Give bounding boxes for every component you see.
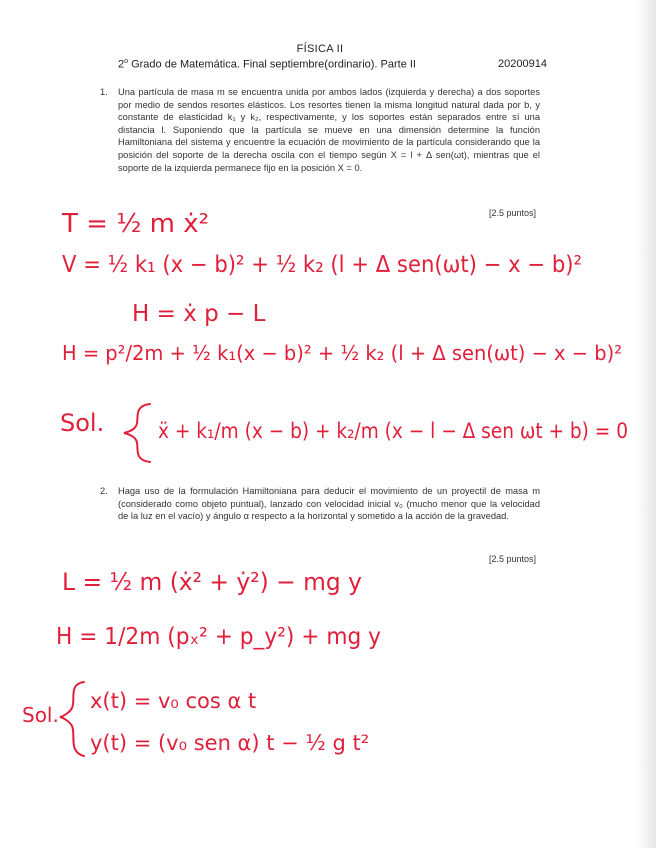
hw-y-solution: y(t) = (v₀ sen α) t − ½ g t² xyxy=(90,731,370,755)
hw-legendre-transform: H = ẋ p − L xyxy=(132,301,266,327)
exam-date: 20200914 xyxy=(498,58,547,70)
hw-hamiltonian-1: H = p²/2m + ½ k₁(x − b)² + ½ k₂ (l + Δ sen(ωt) − x − b)² xyxy=(62,341,622,365)
exam-title: FÍSICA II xyxy=(296,43,344,55)
grade-superscript: o xyxy=(124,58,129,65)
subtitle-text: Grado de Matemática. Final septiembre(ordinario). Parte II xyxy=(128,58,416,71)
hw-solution-2-label: Sol. xyxy=(22,703,59,727)
problem-1-number: 1. xyxy=(100,87,108,97)
problem-1-text: Una partícula de masa m se encuentra unida por ambos lados (izquierda y derecha) a dos soportes por medio de sendos resortes elásticos. Los resortes tienen la misma longitud natural dada por b, y constante de elasticidad k₁ y k₂, respectivamente, y los soportes están separados entre sí una distancia l. Suponiendo que la partícula se mueve en una dimensión determine la función Hamiltoniana del sistema y encuentre la ecuación de movimiento de la partícula considerando que la posición del soporte de la derecha oscila con el tiempo según X = l + Δ sen(ωt), mientras que el soporte de la izquierda permanece fijo en la posición X = 0. xyxy=(118,87,540,173)
hw-solution-1-brace xyxy=(124,404,150,462)
hw-solution-1-label: Sol. xyxy=(60,409,105,437)
hw-kinetic-energy: T = ½ m ẋ² xyxy=(62,209,210,239)
hw-hamiltonian-2: H = 1/2m (pₓ² + p_y²) + mg y xyxy=(56,624,381,650)
problem-1-points: [2.5 puntos] xyxy=(489,208,537,218)
hw-solution-2-brace xyxy=(60,682,84,756)
problem-2-number: 2. xyxy=(100,486,108,496)
hw-equation-of-motion: ẍ + k₁/m (x − b) + k₂/m (x − l − Δ sen ωt + b) = 0 xyxy=(158,419,628,443)
hw-lagrangian-2: L = ½ m (ẋ² + ẏ²) − mg y xyxy=(62,568,362,596)
problem-2-points: [2.5 puntos] xyxy=(489,554,537,564)
hw-potential-energy: V = ½ k₁ (x − b)² + ½ k₂ (l + Δ sen(ωt) − x − b)² xyxy=(62,252,582,278)
hw-x-solution: x(t) = v₀ cos α t xyxy=(90,689,257,713)
grade-number: 2 xyxy=(118,58,125,71)
problem-2-text: Haga uso de la formulación Hamiltoniana para deducir el movimiento de un proyectil de masa m (considerado como objeto puntual), lanzado con velocidad inicial v₀ (mucho menor que la velocidad de la luz en el vacío) y ángulo α respecto a la horizontal y sometido a la acción de la gravedad. xyxy=(118,486,540,522)
